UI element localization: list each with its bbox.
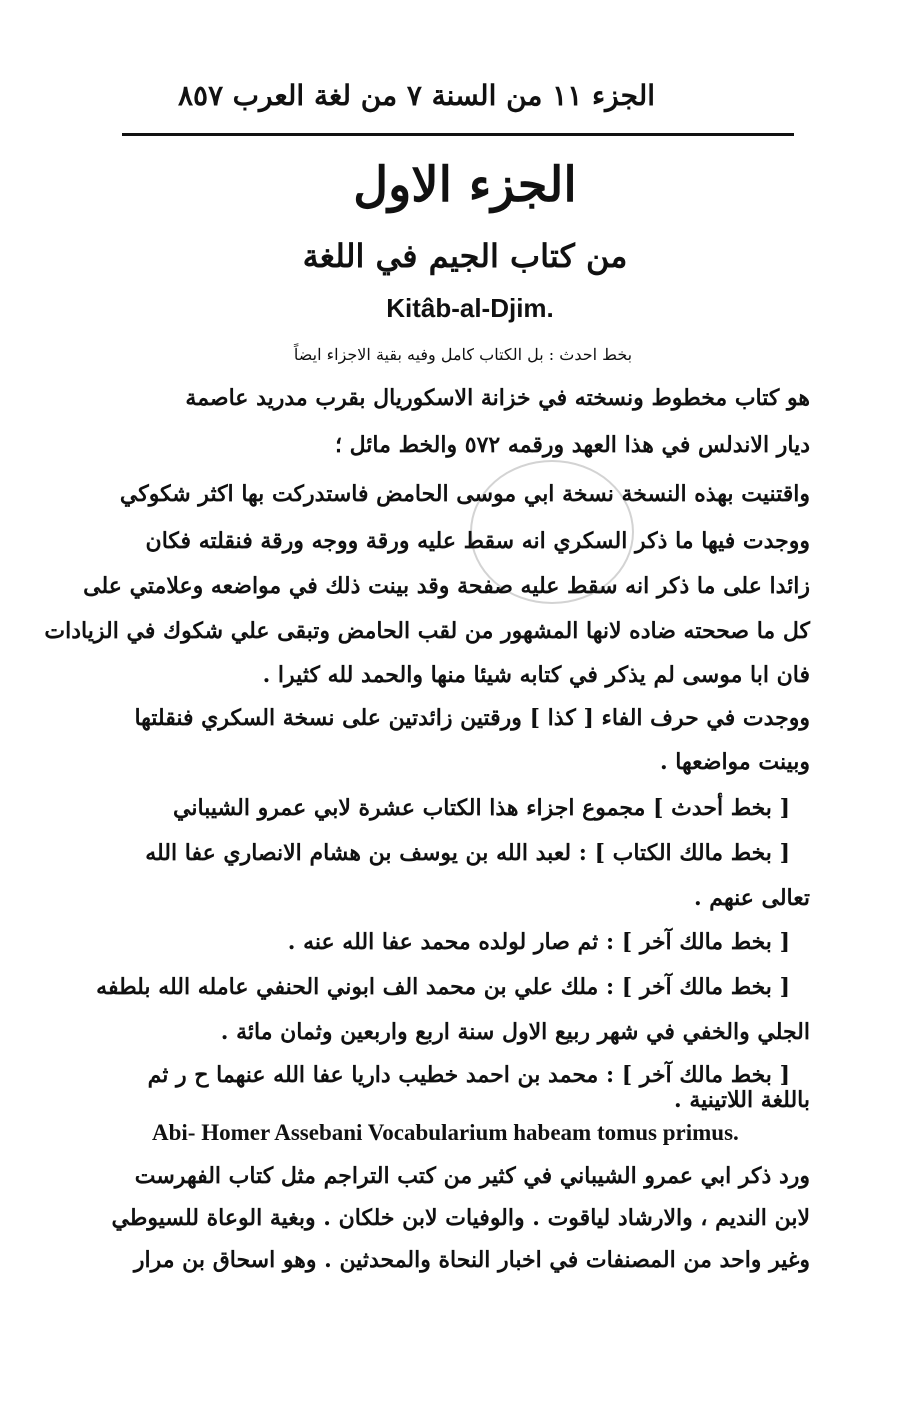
- body-line: ورد ذكر ابي عمرو الشيباني في كثير من كتب التراجم مثل كتاب الفهرست: [134, 1163, 810, 1189]
- section-subtitle: من كتاب الجيم في اللغة: [302, 237, 628, 275]
- body-line: فان ابا موسى لم يذكر في كتابه شيئا منها والحمد لله كثيرا .: [262, 662, 810, 688]
- body-line: وغير واحد من المصنفات في اخبار النحاة والمحدثين . وهو اسحاق بن مرار: [133, 1247, 810, 1273]
- handwriting-note: بخط احدث : بل الكتاب كامل وفيه بقية الاجزاء ايضاً: [293, 345, 633, 364]
- section-title: الجزء الاول: [353, 157, 577, 213]
- body-line: باللغة اللاتينية .: [674, 1087, 810, 1113]
- body-line: لابن النديم ، والارشاد لياقوت . والوفيات لابن خلكان . وبغية الوعاة للسيوطي: [111, 1205, 810, 1231]
- body-line: زائدا على ما ذكر انه سقط عليه صفحة وقد بينت ذلك في مواضعه وعلامتي على: [83, 573, 810, 599]
- body-line: ووجدت في حرف الفاء [ كذا ] ورقتين زائدتين على نسخة السكري فنقلتها: [134, 705, 810, 731]
- body-line: وبينت مواضعها .: [659, 749, 810, 775]
- body-line: ووجدت فيها ما ذكر السكري انه سقط عليه ورقة ووجه ورقة فنقلته فكان: [145, 528, 810, 554]
- body-line: [ بخط مالك آخر ] : ثم صار لولده محمد عفا الله عنه .: [287, 929, 790, 955]
- running-title: الجزء ١١ من السنة ٧ من لغة العرب: [232, 79, 655, 112]
- header-divider: [122, 133, 794, 136]
- body-line: [ بخط مالك الكتاب ] : لعبد الله بن يوسف بن هشام الانصاري عفا الله: [145, 840, 790, 866]
- latin-title: Kitâb-al-Djim.: [386, 293, 554, 323]
- latin-line: Abi- Homer Assebani Vocabularium habeam tomus primus.: [152, 1120, 739, 1145]
- body-line: [ بخط مالك آخر ] : محمد بن احمد خطيب داريا عفا الله عنهما ح ر ثم: [147, 1062, 790, 1088]
- body-line: الجلي والخفي في شهر ربيع الاول سنة اربع واربعين وثمان مائة .: [220, 1019, 810, 1045]
- body-line: هو كتاب مخطوط ونسخته في خزانة الاسكوريال بقرب مدريد عاصمة: [185, 385, 810, 411]
- body-line: واقتنيت بهذه النسخة نسخة ابي موسى الحامض فاستدركت بها اكثر شكوكي: [119, 481, 810, 507]
- page-number: ٨٥٧: [178, 79, 224, 112]
- body-line: [ بخط مالك آخر ] : ملك علي بن محمد الف ابوني الحنفي عامله الله بلطفه: [96, 974, 790, 1000]
- body-line: [ بخط أحدث ] مجموع اجزاء هذا الكتاب عشرة لابي عمرو الشيباني: [173, 795, 790, 821]
- body-line: ديار الاندلس في هذا العهد ورقمه ٥٧٢ والخط مائل ؛: [334, 432, 810, 458]
- body-line: كل ما صححته ضاده لانها المشهور من لقب الحامض وتبقى علي شكوك في الزيادات: [44, 618, 810, 644]
- body-line: تعالى عنهم .: [693, 885, 810, 911]
